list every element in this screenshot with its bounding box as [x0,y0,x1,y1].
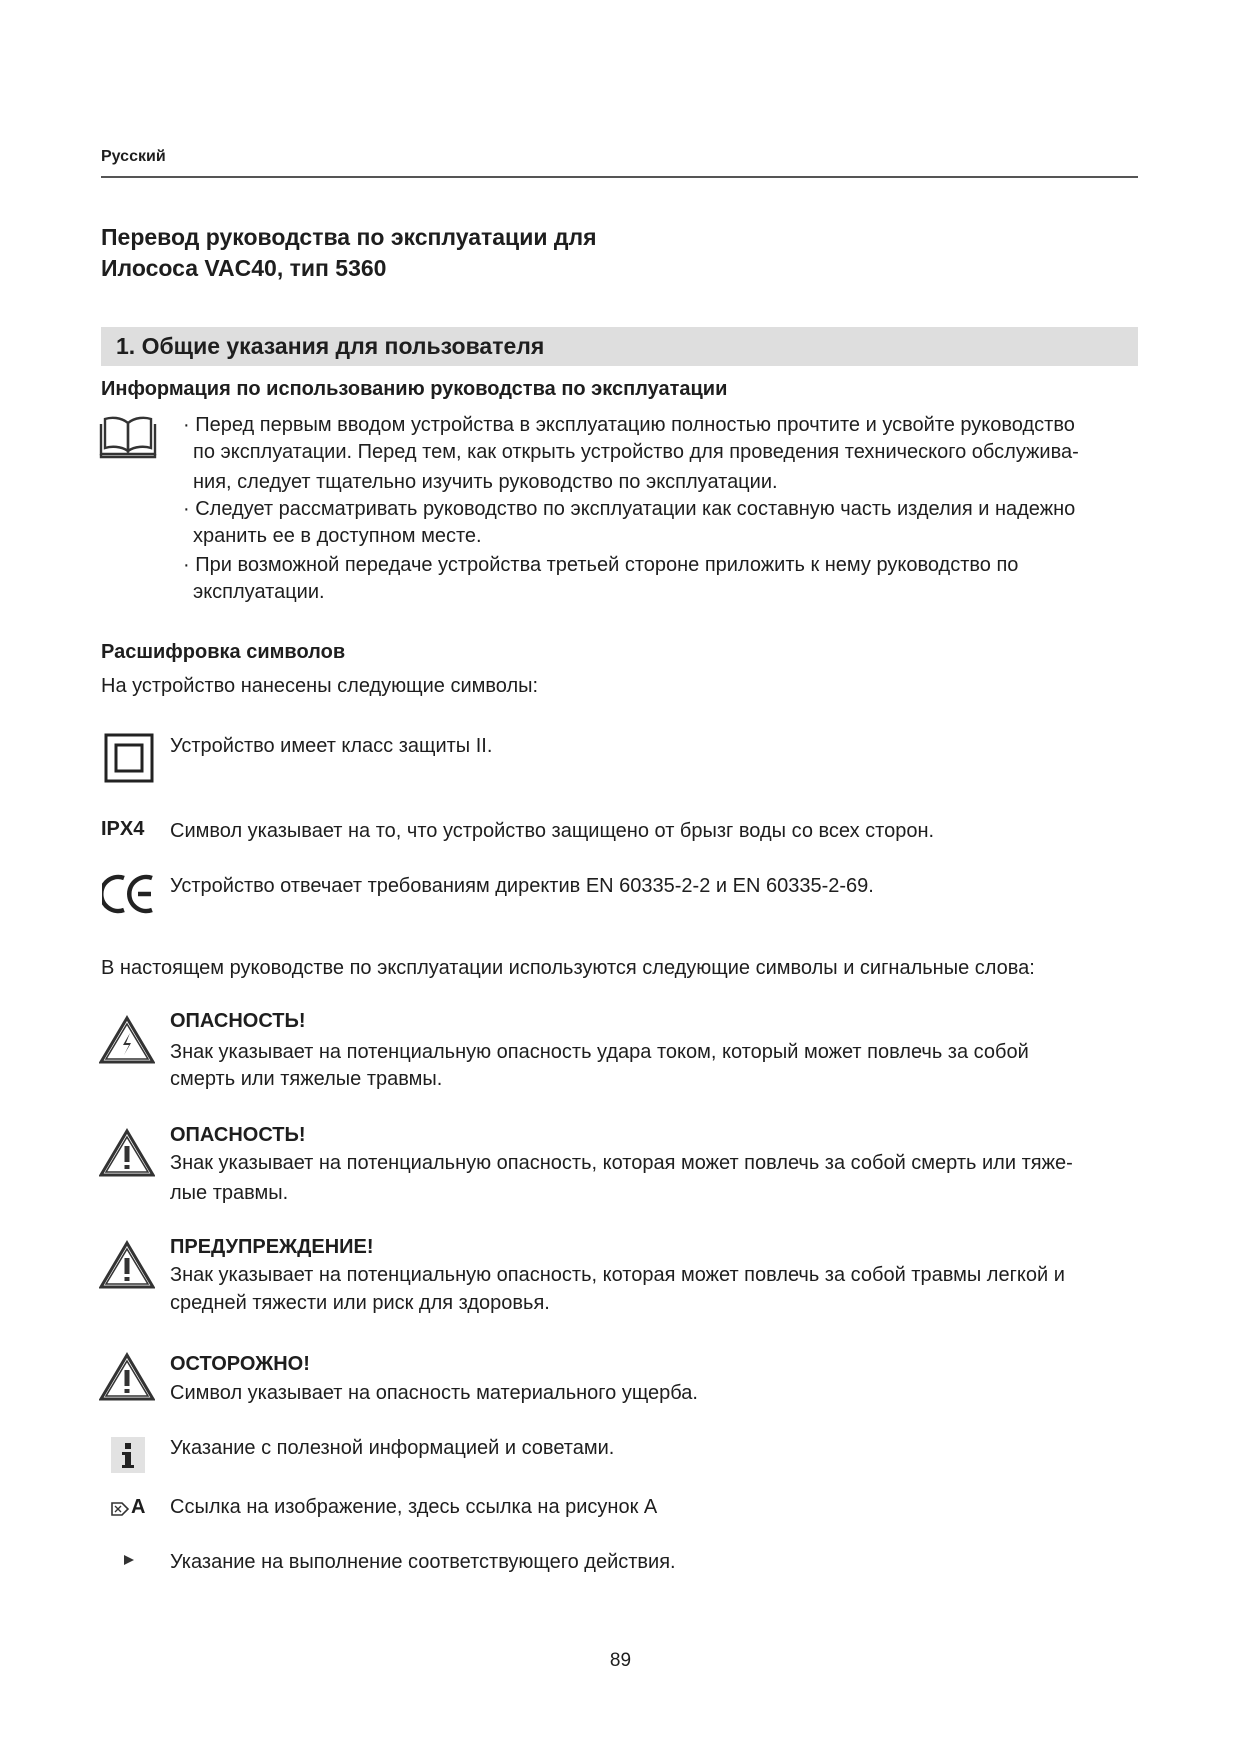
manual-info-heading: Информация по использованию руководства по эксплуатации [101,378,728,400]
danger-title: ОПАСНОСТЬ! [170,1124,306,1146]
ce-text: Устройство отвечает требованиям директив EN 60335-2-2 и EN 60335-2-69. [170,875,874,897]
page-number: 89 [609,1650,632,1671]
header-rule [101,176,1138,178]
electric-hazard-icon [99,1015,155,1065]
warning-line2: средней тяжести или риск для здоровья. [170,1292,550,1314]
symbols-intro: На устройство нанесены следующие символы: [101,675,539,697]
danger-electric-line2: смерть или тяжелые травмы. [170,1068,443,1090]
book-icon [99,414,157,460]
bullet1-line3: ния, следует тщательно изучить руководство по эксплуатации. [193,471,778,493]
info-icon [111,1437,145,1473]
danger-electric-line1: Знак указывает на потенциальную опасность удара током, который может повлечь за собой [170,1041,1029,1063]
ipx4-label: IPX4 [101,818,145,840]
warning-icon [99,1240,155,1290]
bullet3-line2: эксплуатации. [193,581,325,603]
document-title-line2: Илососа VAC40, тип 5360 [101,255,387,281]
caution-title: ОСТОРОЖНО! [170,1353,310,1375]
warning-line1: Знак указывает на потенциальную опасность, которая может повлечь за собой травмы легкой и [170,1264,1065,1286]
section-title: 1. Общие указания для пользователя [116,333,545,359]
caution-icon [99,1352,155,1402]
document-title-line1: Перевод руководства по эксплуатации для [101,224,597,250]
ce-mark-icon [102,873,156,915]
danger-warning-icon [99,1128,155,1178]
danger-line2: лые травмы. [170,1182,289,1204]
bullet2-line1: · Следует рассматривать руководство по эксплуатации как составную часть изделия и надежно [183,498,1076,520]
bullet3-line1: · При возможной передаче устройства третьей стороне приложить к нему руководство по [183,554,1019,576]
figure-ref-label: A [131,1496,146,1518]
protection-class-ii-icon [104,733,154,783]
symbols-heading: Расшифровка символов [101,641,346,663]
figure-reference-icon [110,1500,130,1518]
danger-line1: Знак указывает на потенциальную опасность, которая может повлечь за собой смерть или тяже- [170,1152,1073,1174]
ipx4-text: Символ указывает на то, что устройство защищено от брызг воды со всех сторон. [170,820,935,842]
caution-line1: Символ указывает на опасность материального ущерба. [170,1382,698,1404]
bullet2-line2: хранить ее в доступном месте. [193,525,482,547]
language-label: Русский [101,148,166,165]
action-arrow-icon [123,1554,135,1566]
bullet1-line2: по эксплуатации. Перед тем, как открыть устройство для проведения технического обслужива- [193,441,1079,463]
figure-ref-text: Ссылка на изображение, здесь ссылка на рисунок А [170,1496,658,1518]
document-title [101,222,597,284]
warning-title: ПРЕДУПРЕЖДЕНИЕ! [170,1236,374,1258]
action-text: Указание на выполнение соответствующего действия. [170,1551,676,1573]
manual-info-bullets [183,412,1079,606]
manual-symbols-intro: В настоящем руководстве по эксплуатации используются следующие символы и сигнальные слова: [101,957,1035,979]
bullet1-line1: · Перед первым вводом устройства в эксплуатацию полностью прочтите и усвойте руководство [183,414,1075,436]
danger-electric-title: ОПАСНОСТЬ! [170,1010,306,1032]
info-text: Указание с полезной информацией и советами. [170,1437,615,1459]
class2-text: Устройство имеет класс защиты II. [170,735,493,757]
